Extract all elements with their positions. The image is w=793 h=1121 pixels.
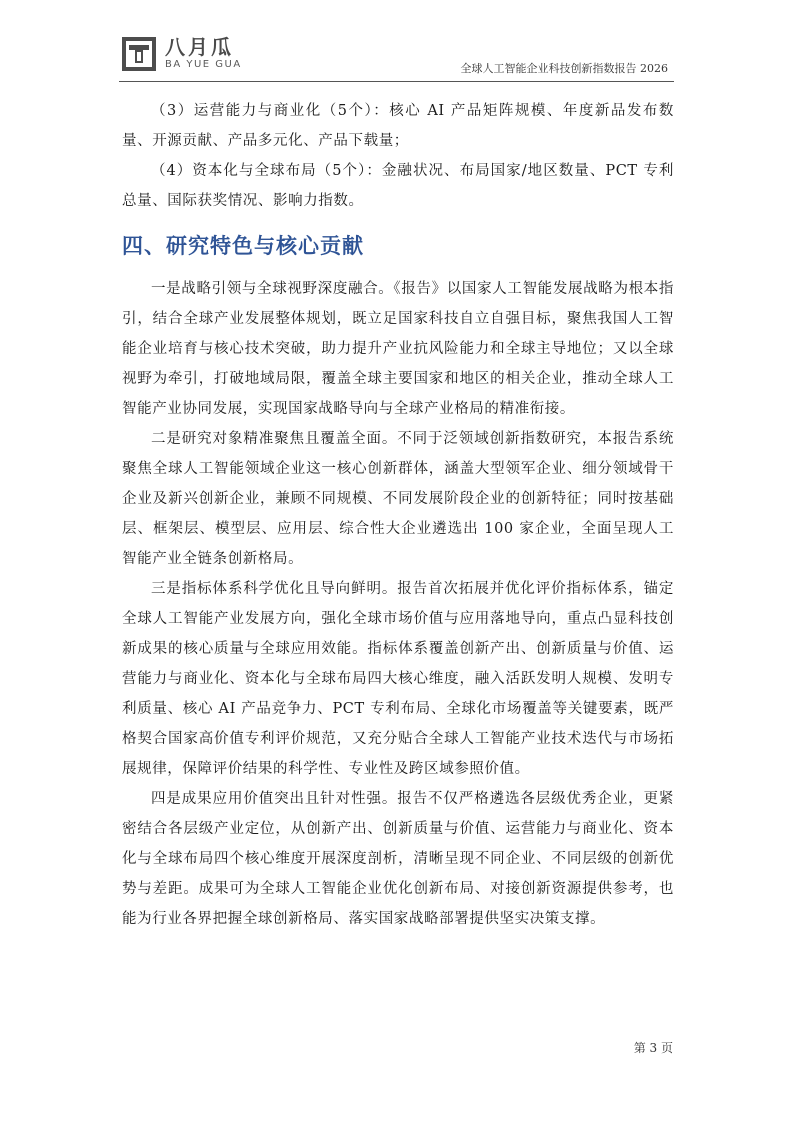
- page-header: [0, 0, 793, 90]
- company-logo: [121, 36, 271, 74]
- page-content: [122, 96, 674, 934]
- feature-paragraph-2: 二是研究对象精准聚焦且覆盖全面。不同于泛领域创新指数研究，本报告系统聚焦全球人工智能领域企业这一核心创新群体，涵盖大型领军企业、细分领域骨干企业及新兴创新企业，兼顾不同规模、不同发展阶段企业的创新特征；同时按基础层、框架层、模型层、应用层、综合性大企业遴选出 100 家企业，全面呈现人工智能产业全链条创新格局。: [122, 431, 674, 567]
- feature-paragraph-1: 一是战略引领与全球视野深度融合。《报告》以国家人工智能发展战略为根本指引，结合全球产业发展整体规划，既立足国家科技自立自强目标，聚焦我国人工智能企业培育与核心技术突破，助力提升产业抗风险能力和全球主导地位；又以全球视野为牵引，打破地域局限，覆盖全球主要国家和地区的相关企业，推动全球人工智能产业协同发展，实现国家战略导向与全球产业格局的精准衔接。: [122, 281, 674, 417]
- indicator-item-3: （3）运营能力与商业化（5个）：核心 AI 产品矩阵规模、年度新品发布数量、开源贡献、产品多元化、产品下载量；: [122, 103, 674, 149]
- logo-chinese-name: 八月瓜: [165, 35, 234, 59]
- header-divider: [119, 81, 674, 82]
- page-number: 第 3 页: [633, 1041, 673, 1055]
- feature-paragraph-3: 三是指标体系科学优化且导向鲜明。报告首次拓展并优化评价指标体系，锚定全球人工智能产业发展方向，强化全球市场价值与应用落地导向，重点凸显科技创新成果的核心质量与全球应用效能。指标体系覆盖创新产出、创新质量与价值、运营能力与商业化、资本化与全球布局四大核心维度，融入活跃发明人规模、发明专利质量、核心 AI 产品竞争力、PCT 专利布局、全球化市场覆盖等关键要素，既严格契合国家高价值专利评价规范，又充分贴合全球人工智能产业技术迭代与市场拓展规律，保障评价结果的科学性、专业性及跨区域参照价值。: [122, 581, 674, 777]
- feature-paragraph-4: 四是成果应用价值突出且针对性强。报告不仅严格遴选各层级优秀企业，更紧密结合各层级产业定位，从创新产出、创新质量与价值、运营能力与商业化、资本化与全球布局四个核心维度开展深度剖析，清晰呈现不同企业、不同层级的创新优势与差距。成果可为全球人工智能企业优化创新布局、对接创新资源提供参考，也能为行业各界把握全球创新格局、落实国家战略部署提供坚实决策支撑。: [122, 791, 674, 927]
- report-title: 全球人工智能企业科技创新指数报告 2026: [460, 62, 668, 75]
- logo-english-name: BA YUE GUA: [165, 59, 242, 70]
- bayuegua-logo-icon: [121, 36, 157, 72]
- indicator-item-4: （4）资本化与全球布局（5个）：金融状况、布局国家/地区数量、PCT 专利总量、国际获奖情况、影响力指数。: [122, 163, 674, 209]
- section-heading: 四、研究特色与核心贡献: [122, 234, 364, 258]
